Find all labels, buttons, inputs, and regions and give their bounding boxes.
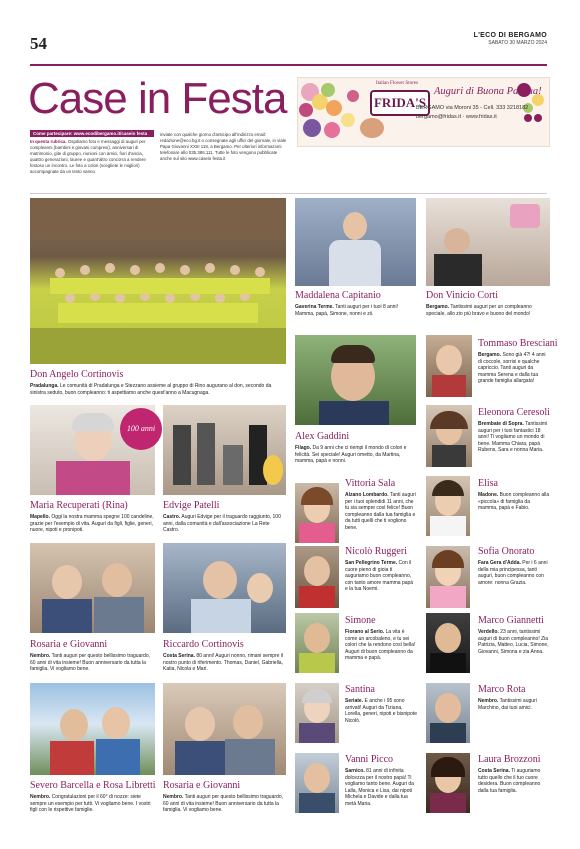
entry-name: Maddalena Capitanio [295, 290, 381, 301]
entry-name: Marco Rota [478, 684, 526, 695]
entry-name: Nicolò Ruggeri [345, 546, 407, 557]
entry-text: Nembro. Tanti auguri per questo bellissimo traguardo, 60 anni di vita insieme! Buon anniversario da tutta la famiglia. Vi vogliamo bene. [30, 653, 150, 673]
entry-name: Rosaria e Giovanni [163, 780, 241, 791]
photo-simone [295, 613, 339, 673]
intro-col-2: inviate con qualche giorno d'anticipo all'indirizzo email: redazione@eco.bg.it o consegnate agli uffici del giornale, in viale Papa Giovanni XXIII 118, a Bergamo. Per ulteriori informazioni telefonare allo 035.386.111. Tutte le foto vengono pubblicate anche sul sito www.casein festa.it [160, 132, 287, 161]
entry-text: Fara Gera d'Adda. Per i 6 anni della mia principessa, tanti auguri, buon compleanno con amore: nonna Grazia. [478, 560, 548, 586]
photo-nicolo [295, 546, 339, 608]
ad-tagline: Italian Flower Stores [376, 81, 418, 86]
entry-name: Rosaria e Giovanni [30, 639, 108, 650]
photo-rosaria-2 [163, 683, 286, 775]
entry-text: Mapello. Oggi la nostra mamma spegne 100 candeline, grazie per l'esempio di vita. Auguri da figli, figlie, generi, nuore, nipoti e pronipoti. [30, 514, 154, 534]
photo-marco-rota [426, 683, 470, 743]
intro-lead: In questa rubrica. [30, 139, 67, 144]
section-title: Case in Festa [28, 74, 287, 123]
entry-text: Brembate di Sopra. Tantissimi auguri per i tuoi fantastici 18 anni! Ti vogliamo un mondo di bene. Mamma Chiara, papà Rubens, Sara e nonna Maria. [478, 421, 548, 454]
photo-marco-giannetti [426, 613, 470, 673]
entry-name: Edvige Patelli [163, 500, 220, 511]
photo-vanni [295, 753, 339, 813]
photo-severo-rosa [30, 683, 155, 775]
entry-text: Costa Serina. 80 anni! Auguri nonno, rimani sempre il nostro punto di riferimento. Thomas, Daniel, Gabriella, Katia, Nicola e Mari. [163, 653, 284, 673]
entry-text: Gaverina Terme. Tanti auguri per i tuoi 8 anni! Mamma, papà, Simone, nonni e zii. [295, 304, 398, 317]
entry-name: Severo Barcella e Rosa Libretti [30, 780, 156, 791]
entry-text: Fiorano al Serio. La vita è come un arcobaleno, e tu sei colori che la rendono così bella! Auguri di buon compleanno da mamma e papà. [345, 629, 416, 662]
photo-rosaria-1 [30, 543, 155, 633]
entry-text: Pradalunga. Le comunità di Pradalunga e Stezzano assieme al gruppo di Rino augurano al don, secondo da sinistra seduto, buon compleanno: ti aspettiamo anche quest'anno a Macugnaga. [30, 383, 272, 396]
photo-alex [295, 335, 416, 425]
entry-text: San Pellegrino Terme. Con il cuore pieno di gioia ti auguriamo buon compleanno, con tanto amore mamma papà e la tua Noemi. [345, 560, 414, 593]
header-rule [30, 64, 547, 66]
photo-edvige [163, 405, 286, 495]
instagram-icon[interactable] [524, 114, 532, 122]
ad-greeting: Auguri di Buona Pasqua! [434, 86, 542, 97]
entry-text: Seriate. E anche i 95 sono arrivati! Auguri da Tiziana, Lorella, generi, nipoti e bisnipote Nicolò. [345, 698, 417, 724]
masthead-title: L'ECO DI BERGAMO [473, 32, 547, 39]
entry-name: Laura Brozzoni [478, 754, 541, 765]
entry-name: Vittoria Sala [345, 478, 396, 489]
entry-text: Madone. Buon compleanno alla «piccola» di famiglia da mamma, papà e Fabio. [478, 492, 550, 512]
entry-text: Nembro. Tanti auguri per questo bellissimo traguardo, 60 anni di vita insieme! Buon anniversario da tutta la famiglia. Vi vogliamo bene. [163, 794, 283, 814]
entry-name: Simone [345, 615, 376, 626]
entry-name: Alex Gaddini [295, 431, 350, 442]
contact-bar[interactable]: Come partecipare: www.ecodibergamo.it/casein festa [30, 130, 154, 137]
masthead [474, 32, 547, 46]
intro-text-1: Ospitiamo foto e messaggi di auguri per compleanni (bambini e giovani compresi), anniversari di matrimonio, gite di gruppo, riunioni con amici, fiori d'ancia, quattro generazioni, lauree e quant'altro concorra a rendere festoso un incontro. Le foto a colori (scegliete le migliori) accompagnate da un testo vanno [30, 139, 146, 174]
photo-vinicio [426, 198, 550, 286]
entry-text: Costa Serina. Ti auguriamo tutto quello che il tuo cuore desidera. Buon compleanno dalla tua famiglia. [478, 768, 541, 794]
entry-name: Don Vinicio Corti [426, 290, 498, 301]
photo-maddalena [295, 198, 416, 286]
photo-group [30, 198, 286, 364]
ad-address: BERGAMO via Moroni 35 - Cell. 333 3218182 [416, 105, 529, 111]
photo-tommaso [426, 335, 472, 397]
100-anni-badge: 100 anni [120, 408, 162, 450]
separator [30, 193, 547, 194]
entry-text: Filago. Da 9 anni che ci riempi il mondo di colori e felicità. Sei speciale! Auguri ometto, da Martina, mamma, papà e nonni. [295, 445, 407, 465]
entry-text: Verdello. 23 anni, tantissimi auguri di buon compleanno! Zia Patrizia, Matteo, Lucia, Simone, Giovanni, Simona e zia Anna. [478, 629, 549, 655]
photo-laura [426, 753, 470, 813]
entry-text: Alzano Lombardo. Tanti auguri per i tuoi splendidi 11 anni, che tu sia sempre così felice! Buon compleanno dalla tua famiglia e da tutti quelli che ti vogliono bene. [345, 492, 416, 531]
photo-riccardo [163, 543, 286, 633]
group-photo-art [30, 198, 286, 364]
ad-contact: bergamo@fridas.it · www.fridas.it [416, 114, 497, 120]
facebook-icon[interactable] [534, 114, 542, 122]
entry-name: Eleonora Ceresoli [478, 407, 550, 418]
entry-name: Riccardo Cortinovis [163, 639, 244, 650]
entry-name: Tommaso Bresciani [478, 338, 558, 349]
page-number: 54 [30, 34, 47, 53]
intro-col-1 [30, 139, 154, 175]
photo-elisa [426, 476, 470, 536]
photo-eleonora [426, 405, 472, 467]
entry-text: Castro. Auguri Edvige per il traguardo raggiunto, 100 anni, dalla comunità e dall'associazione La Rete Castro. [163, 514, 281, 534]
masthead-date: SABATO 30 MARZO 2024 [488, 40, 547, 46]
entry-name: Elisa [478, 478, 498, 489]
entry-text: Nembro. Tantissimi auguri Marchino, dai tuoi amici. [478, 698, 537, 711]
entry-text: Sarnico. 81 anni di infinita dolcezza per il nostro papà! Ti vogliamo tanto bene. Auguri da Lalla, Monica e Lisa, dai nipoti Michela e Davide e dalla tua metà Maria. [345, 768, 414, 807]
entry-name: Santina [345, 684, 375, 695]
ad-logo: FRIDA'S [370, 90, 430, 116]
photo-sofia [426, 546, 470, 608]
entry-text: Nembro. Congratulazioni per il 60° di nozze: siete sempre un esempio per tutti. Vi vogliamo bene. I vostri figli con le rispettive famiglie. [30, 794, 151, 814]
entry-text: Bergamo. Tantissimi auguri per un compleanno speciale, allo zio più bravo e buono del mondo! [426, 304, 532, 317]
entry-name: Vanni Picco [345, 754, 394, 765]
entry-name: Maria Recuperati (Rina) [30, 500, 128, 511]
entry-name: Sofia Onorato [478, 546, 535, 557]
fridas-ad[interactable] [297, 77, 550, 147]
photo-santina [295, 683, 339, 743]
entry-text: Bergamo. Sono già 4?! 4 anni di coccole, sorrisi e qualche capriccio. Tanti auguri da mamma Serena e dalla tua grande famiglia allargata! [478, 352, 546, 385]
entry-name: Don Angelo Cortinovis [30, 369, 124, 380]
photo-vittoria [295, 483, 339, 543]
entry-name: Marco Giannetti [478, 615, 544, 626]
